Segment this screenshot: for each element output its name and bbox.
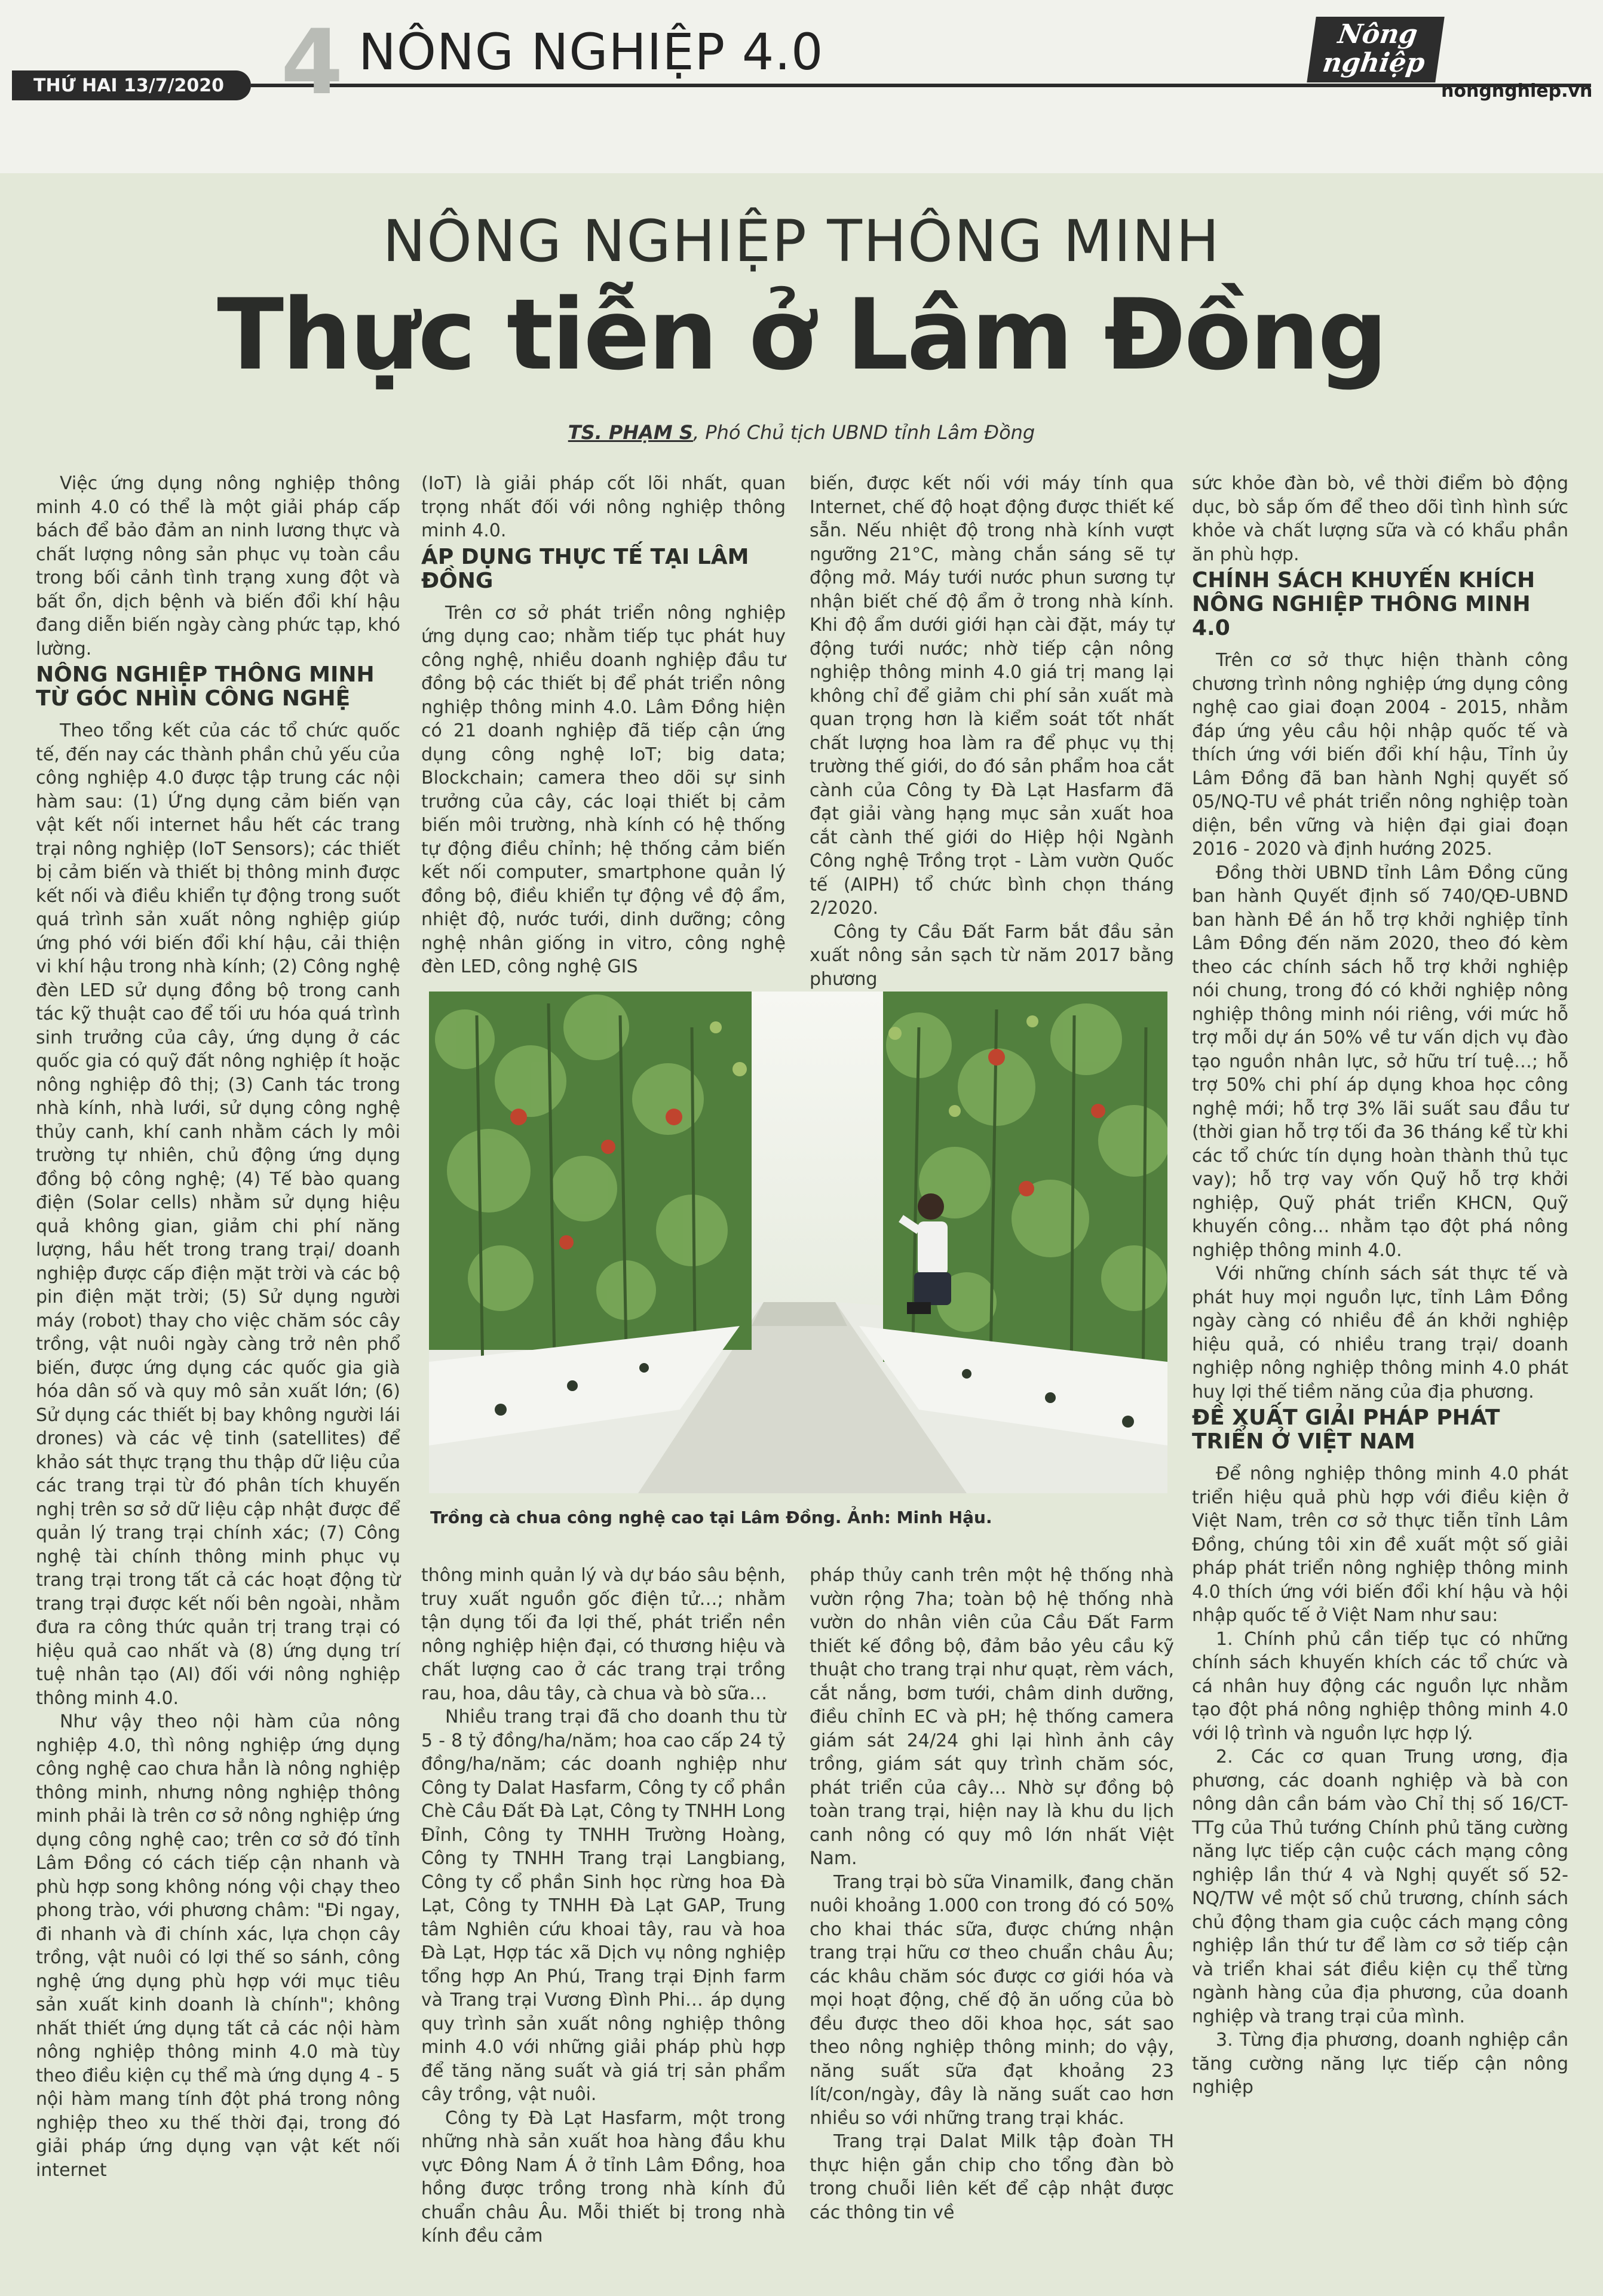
paragraph: biến, được kết nối với máy tính qua Internet, chế độ hoạt động được thiết kế sẵn. Nếu nhiệt độ trong nhà kính vượt ngưỡng 21°C, màng chắn sáng sẽ tự động mở. Máy tưới nước phun sương tự nhận biết chế độ ẩm ở trong nhà kính. Khi độ ẩm dưới giới hạn cài đặt, máy tự động tưới nước; nhờ tiếp cận nông nghiệp thông minh 4.0 giá trị mang lại không chỉ để giảm chi phí sản xuất mà quan trọng hơn là kiểm soát tốt nhất chất lượng hoa làm ra để phục vụ thị trường thế giới, do đó sản phẩm hoa cắt cành của Công ty Đà Lạt Hasfarm đã đạt giải vàng hạng mục sản xuất hoa cắt cành thế giới do Hiệp hội Ngành Công nghệ Trồng trọt - Làm vườn Quốc tế (AIPH) tổ chức bình chọn tháng 2/2020. [810,473,1174,919]
paragraph: 1. Chính phủ cần tiếp tục có những chính sách khuyến khích các tổ chức và cá nhân huy động các nguồn lực nhằm tạo đột phá nông nghiệp thông minh 4.0 với lộ trình và nguồn lực hợp lý. [1192,1628,1568,1744]
paragraph: thông minh quản lý và dự báo sâu bệnh, truy xuất nguồn gốc điện tử…; nhằm tận dụng tối đa lợi thế, phát triển nền nông nghiệp hiện đại, có thương hiệu và chất lượng cao ở các trang trại trồng rau, hoa, dâu tây, cà chua và bò sữa… [421,1565,786,1704]
paragraph: pháp thủy canh trên một hệ thống nhà vườn rộng 7ha; toàn bộ hệ thống nhà vườn do nhân viên của Cầu Đất Farm thiết kế đồng bộ, đảm bảo yêu cầu kỹ thuật cho trang trại như quạt, rèm vách, cắt nắng, bơm tưới, châm dinh dưỡng, điều chỉnh EC và pH; hệ thống camera giám sát 24/24 ghi lại hình ảnh cây trồng, giám sát quy trình chăm sóc, phát triển của cây… Nhờ sự đồng bộ toàn trang trại, hiện nay là khu du lịch canh nông có quy mô lớn nhất Việt Nam. [810,1565,1174,1869]
column-2-bottom [421,1564,786,2248]
paragraph: Công ty Cầu Đất Farm bắt đầu sản xuất nông sản sạch từ năm 2017 bằng phương [810,921,1174,990]
newspaper-logo [1307,17,1444,82]
paragraph: Việc ứng dụng nông nghiệp thông minh 4.0 có thể là một giải pháp cấp bách để bảo đảm an ninh lương thực và chất lượng nông sản phục vụ toàn cầu trong bối cảnh tình trạng xung đột và bất ổn, dịch bệnh và biến đổi khí hậu đang diễn biến ngày càng phức tạp, khó lường. [36,473,400,659]
paragraph: sức khỏe đàn bò, về thời điểm bò động dục, bò sắp ốm để theo dõi tình hình sức khỏe và chất lượng sữa và có khẩu phần ăn phù hợp. [1192,473,1568,565]
section-title: NÔNG NGHIỆP 4.0 [358,23,824,81]
paragraph: 3. Từng địa phương, doanh nghiệp cần tăng cường năng lực tiếp cận nông nghiệp [1192,2030,1568,2098]
greenhouse-tomato-photo [429,992,1167,1493]
page-number: 4 [281,11,344,115]
subheading: ĐỀ XUẤT GIẢI PHÁP PHÁT TRIỂN Ở VIỆT NAM [1192,1405,1500,1454]
paragraph: Trang trại Dalat Milk tập đoàn TH thực hiện gắn chip cho tổng đàn bò trong chuỗi liên kết để cập nhật được các thông tin về [810,2131,1174,2223]
article-headline: Thực tiễn ở Lâm Đồng [217,278,1386,392]
paragraph: Đồng thời UBND tỉnh Lâm Đồng cũng ban hành Quyết định số 740/QĐ-UBND ban hành Đề án hỗ trợ khởi nghiệp tỉnh Lâm Đồng đến năm 2020, theo đó kèm theo các chính sách hỗ trợ khởi nghiệp nói chung, trong đó có khởi nghiệp nông nghiệp thông minh nói riêng, với mức hỗ trợ mỗi dự án 50% về tư vấn dịch vụ đào tạo nguồn nhân lực, sở hữu trí tuệ…; hỗ trợ 50% chi phí áp dụng khoa học công nghệ mới; hỗ trợ 3% lãi suất sau đầu tư (thời gian hỗ trợ tối đa 36 tháng kể từ khi các tổ chức tín dụng hoàn thành thủ tục vay); hỗ trợ vay vốn Quỹ hỗ trợ khởi nghiệp, Quỹ phát triển KHCN, Quỹ khuyến công… nhằm tạo đột phá nông nghiệp thông minh 4.0. [1192,862,1568,1261]
photo-illustration [429,992,1167,1493]
paragraph: Nhiều trang trại đã cho doanh thu từ 5 - 8 tỷ đồng/ha/năm; hoa cao cấp 24 tỷ đồng/ha/năm; các doanh nghiệp như Công ty Dalat Hasfarm, Công ty cổ phần Chè Cầu Đất Đà Lạt, Công ty TNHH Long Đỉnh, Công ty TNHH Trường Hoàng, Công ty TNHH Trang trại Langbiang, Công ty cổ phần Sinh học rừng hoa Đà Lạt, Công ty TNHH Đà Lạt GAP, Trung tâm Nghiên cứu khoai tây, rau và hoa Đà Lạt, Hợp tác xã Dịch vụ nông nghiệp tổng hợp An Phú, Trang trại Định farm và Trang trại Vương Đình Phi… áp dụng quy trình sản xuất nông nghiệp thông minh 4.0 với những giải pháp phù hợp để tăng năng suất và giá trị sản phẩm cây trồng, vật nuôi. [421,1706,786,2105]
column-2-top [421,472,786,979]
paragraph: Để nông nghiệp thông minh 4.0 phát triển hiệu quả phù hợp với điều kiện ở Việt Nam, trên cơ sở thực tiễn tỉnh Lâm Đồng, chúng tôi xin đề xuất một số giải pháp phát triển nông nghiệp thông minh 4.0 thích ứng với biến đổi khí hậu và hội nhập quốc tế ở Việt Nam như sau: [1192,1463,1568,1626]
site-url: nongnghiep.vn [1441,81,1593,102]
paragraph: 2. Các cơ quan Trung ương, địa phương, các doanh nghiệp và bà con nông dân cần bám vào Chỉ thị số 16/CT-TTg của Thủ tướng Chính phủ tăng cường năng lực tiếp cận cuộc cách mạng công nghiệp lần thứ 4 và Nghị quyết số 52-NQ/TW về một số chủ trương, chính sách chủ động tham gia cuộc cách mạng công nghiệp lần thứ tư để làm cơ sở tiếp cận và triển khai sát điều kiện cụ thể từng ngành hàng của địa phương, của doanh nghiệp và trang trại của mình. [1192,1746,1568,2027]
logo-line2: nghiệp [1320,48,1427,78]
column-1 [36,472,400,2182]
author-name: TS. PHẠM S [568,421,693,444]
column-3-top [810,472,1174,991]
paragraph: Với những chính sách sát thực tế và phát huy mọi nguồn lực, tỉnh Lâm Đồng ngày càng có nhiều đề án khởi nghiệp hiệu quả, có nhiều trang trại/ doanh nghiệp nông nghiệp thông minh 4.0 phát huy lợi thế tiềm năng của địa phương. [1192,1263,1568,1402]
paragraph: Như vậy theo nội hàm của nông nghiệp 4.0, thì nông nghiệp ứng dụng công nghệ cao chưa hẳn là nông nghiệp thông minh, nhưng nông nghiệp thông minh phải là trên cơ sở nông nghiệp ứng dụng công nghệ cao; trên cơ sở đó tỉnh Lâm Đồng có cách tiếp cận nhanh và phù hợp song không nóng vội chạy theo phong trào, với phương châm: "Đi ngay, đi nhanh và đi chính xác, lựa chọn cây trồng, vật nuôi có lợi thế so sánh, công nghệ ứng dụng phù hợp với mục tiêu sản xuất kinh doanh là chính"; không nhất thiết ứng dụng tất cả các nội hàm nông nghiệp thông minh 4.0 mà tùy theo điều kiện cụ thể mà ứng dụng 4 - 5 nội hàm mang tính đột phá trong nông nghiệp theo xu thế thời đại, trong đó giải pháp ứng dụng vạn vật kết nối internet [36,1711,400,2181]
issue-date: THỨ HAI 13/7/2020 [12,70,251,100]
header-rule [251,84,1591,87]
column-4 [1192,472,1568,2099]
photo-caption: Trồng cà chua công nghệ cao tại Lâm Đồng. Ảnh: Minh Hậu. [430,1508,992,1527]
paragraph: Theo tổng kết của các tổ chức quốc tế, đến nay các thành phần chủ yếu của công nghiệp 4.0 được tập trung các nội hàm sau: (1) Ứng dụng cảm biến vạn vật kết nối internet hầu hết các trang trại nông nghiệp (IoT Sensors); các thiết bị cảm biến và thiết bị thông minh được kết nối và điều khiển tự động trong suốt quá trình sản xuất nông nghiệp giúp ứng phó với biến đổi khí hậu, cải thiện vi khí hậu trong nhà kính; (2) Công nghệ đèn LED sử dụng đồng bộ trong canh tác kỹ thuật cao để tối ưu hóa quá trình sinh trưởng của cây, ứng dụng ở các quốc gia có quỹ đất nông nghiệp ít hoặc nông nghiệp đô thị; (3) Canh tác trong nhà kính, nhà lưới, sử dụng công nghệ thủy canh, khí canh nhằm cách ly môi trường tự nhiên, chủ động ứng dụng đồng bộ công nghệ; (4) Tế bào quang điện (Solar cells) nhằm sử dụng hiệu quả không gian, giảm chi phí năng lượng, hầu hết trong trang trại/ doanh nghiệp được cấp điện mặt trời và các bộ pin điện mặt trời; (5) Sử dụng người máy (robot) thay cho việc chăm sóc cây trồng, vật nuôi ngày càng trở nên phổ biến, được ứng dụng các quốc gia già hóa dân số và quy mô sản xuất lớn; (6) Sử dụng các thiết bị bay không người lái drones) và các vệ tinh (satellites) để khảo sát thực trạng thu thập dữ liệu của các trang trại từ đó phân tích khuyến nghị trên sơ sở dữ liệu cập nhật được để quản lý trang trại chính xác; (7) Công nghệ tài chính thông minh phục vụ trang trại trong tất cả các hoạt động từ trang trại được kết nối bên ngoài, nhằm đưa ra công thức quản trị trang trại có hiệu quả cao nhất và (8) ứng dụng trí tuệ nhân tạo (AI) đối với nông nghiệp thông minh 4.0. [36,720,400,1709]
column-3-bottom [810,1564,1174,2224]
paragraph: Trang trại bò sữa Vinamilk, đang chăn nuôi khoảng 1.000 con trong đó có 50% cho khai thác sữa, được chứng nhận trang trại hữu cơ theo chuẩn châu Âu; các khâu chăm sóc được cơ giới hóa và mọi hoạt động, chế độ ăn uống của bò đều được theo dõi khoa học, sát sao theo nông nghiệp thông minh; do vậy, năng suất sữa đạt khoảng 23 lít/con/ngày, đây là năng suất cao hơn nhiều so với những trang trại khác. [810,1871,1174,2129]
paragraph: Trên cơ sở thực hiện thành công chương trình nông nghiệp ứng dụng công nghệ cao giai đoạn 2004 - 2015, nhằm đáp ứng yêu cầu hội nhập quốc tế và thích ứng với biến đổi khí hậu, Tỉnh ủy Lâm Đồng đã ban hành Nghị quyết số 05/NQ-TU về phát triển nông nghiệp toàn diện, bền vững và hiện đại giai đoạn 2016 - 2020 và định hướng 2025. [1192,650,1568,860]
byline [0,421,1603,444]
page-header [0,0,1603,173]
logo-line1: Nông [1336,19,1420,50]
paragraph: (IoT) là giải pháp cốt lõi nhất, quan trọng nhất đối với nông nghiệp thông minh 4.0. [421,473,786,541]
author-role: , Phó Chủ tịch UBND tỉnh Lâm Đồng [692,421,1035,444]
subheading: NÔNG NGHIỆP THÔNG MINH TỪ GÓC NHÌN CÔNG NGHỆ [36,662,375,711]
paragraph: Công ty Đà Lạt Hasfarm, một trong những nhà sản xuất hoa hàng đầu khu vực Đông Nam Á ở tỉnh Lâm Đồng, hoa hồng được trồng trong nhà kính đủ chuẩn châu Âu. Mỗi thiết bị trong nhà kính đều cảm [421,2107,786,2246]
paragraph: Trên cơ sở phát triển nông nghiệp ứng dụng cao; nhằm tiếp tục phát huy công nghệ, nhiều doanh nghiệp đầu tư đồng bộ các thiết bị để phát triển nông nghiệp thông minh 4.0. Lâm Đồng hiện có 21 doanh nghiệp đã tiếp cận ứng dụng công nghệ IoT; big data; Blockchain; camera theo dõi sự sinh trưởng của cây, các loại thiết bị cảm biến môi trường, nhà kính có hệ thống tự động điều chỉnh; hệ thống cảm biến kết nối computer, smartphone quản lý đồng bộ, điều khiển tự động về độ ẩm, nhiệt độ, nước tưới, dinh dưỡng; công nghệ nhân giống in vitro, công nghệ đèn LED, công nghệ GIS [421,602,786,977]
subheading: CHÍNH SÁCH KHUYẾN KHÍCH NÔNG NGHIỆP THÔNG MINH 4.0 [1192,568,1535,640]
article-kicker: NÔNG NGHIỆP THÔNG MINH [382,208,1221,275]
subheading: ÁP DỤNG THỰC TẾ TẠI LÂM ĐỒNG [421,544,749,593]
